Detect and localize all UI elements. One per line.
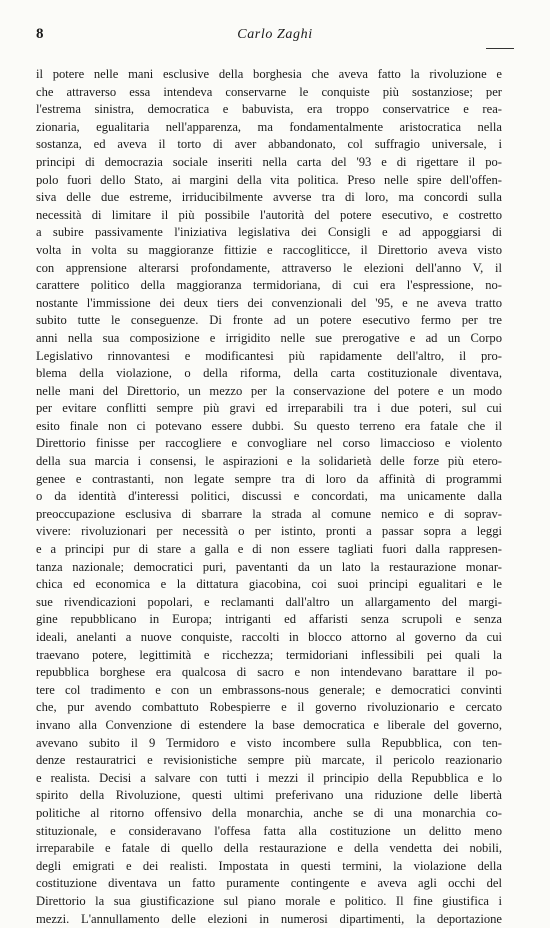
text-line: irreparabile e fatale di quello della restaurazione e della vendetta dei nobili, [36, 840, 502, 858]
text-line: l'estrema sinistra, democratica e babuvista, era troppo conservatrice e rea- [36, 101, 502, 119]
text-line: nostante l'immissione dei deux tiers dei convenzionali del '95, e ne aveva tratto [36, 295, 502, 313]
text-line: principi di democrazia sociale inseriti nella carta del '93 e di rigettare il po- [36, 154, 502, 172]
text-line: genee e contrastanti, non legate sempre tra di loro da affinità di programmi [36, 471, 502, 489]
text-line: che attraverso essa intendeva conservarne le conquiste più sostanziose; per [36, 84, 502, 102]
header-rule [486, 48, 514, 49]
text-line: gine repubblicano in Europa; intriganti ed affaristi senza scrupoli e senza [36, 611, 502, 629]
text-line: denze restauratrici e revisionistiche sempre più marcate, il pericolo reazionario [36, 752, 502, 770]
text-line: carattere politico della maggioranza termidoriana, di cui era l'espressione, no- [36, 277, 502, 295]
text-line: subito tutte le conseguenze. Di fronte ad un potere esecutivo fermo per tre [36, 312, 502, 330]
text-line: zionaria, egualitaria nell'apparenza, ma fondamentalmente aristocratica nella [36, 119, 502, 137]
text-line: siva delle due estreme, irriducibilmente avverse tra di loro, ma concordi sulla [36, 189, 502, 207]
text-line: per evitare conflitti sempre più gravi ed irreparabili tra i due poteri, sul cui [36, 400, 502, 418]
text-line: preoccupazione esclusiva di sbarrare la strada al comune nemico e di soprav- [36, 506, 502, 524]
text-line: tere col tradimento e con un embrassons-nous generale; e democratici convinti [36, 682, 502, 700]
text-line: sostanza, ed aveva il torto di aver abbandonato, col suffragio universale, i [36, 136, 502, 154]
text-line: e a principi pur di stare a galla e di non essere tagliati fuori dalla rappresen- [36, 541, 502, 559]
text-line: sue rivendicazioni popolari, e reclamanti dall'altro un allargamento del margi- [36, 594, 502, 612]
text-line: Direttorio la sua giustificazione sul piano morale e politico. Il fine giustifica i [36, 893, 502, 911]
text-line: traevano potere, legittimità e ricchezza; termidoriani inflessibili pei quali la [36, 647, 502, 665]
text-line: costituzione diventava un fatto puramente contingente e aveva agli occhi del [36, 875, 502, 893]
running-head: Carlo Zaghi [36, 27, 514, 43]
text-line: mezzi. L'annullamento delle elezioni in numerosi dipartimenti, la deportazione [36, 911, 502, 928]
body-text [36, 66, 502, 928]
text-line: che, pur avendo combattuto Robespierre e il governo rivoluzionario e cercato [36, 699, 502, 717]
text-line: volta in volta su maggioranze fittizie e raccogliticce, il Direttorio aveva visto [36, 242, 502, 260]
text-line: degli emigrati e dei realisti. Impostata in questi termini, la violazione della [36, 858, 502, 876]
page-header [36, 26, 514, 50]
text-line: blema della violazione, o della riforma, della carta costituzionale diventava, [36, 365, 502, 383]
text-line: spirito della Rivoluzione, questi ultimi preferivano una riduzione delle libertà [36, 787, 502, 805]
text-line: della sua marcia i consensi, le aspirazioni e la solidarietà delle forze più etero- [36, 453, 502, 471]
text-line: necessità di limitare il più possibile l'autorità del potere esecutivo, e costretto [36, 207, 502, 225]
text-line: e realista. Decisi a salvare con tutti i mezzi il principio della Repubblica e lo [36, 770, 502, 788]
text-line: invano alla Convenzione di estendere la base democratica e liberale del governo, [36, 717, 502, 735]
text-line: nelle mani del Direttorio, un mezzo per la conservazione del potere e un modo [36, 383, 502, 401]
text-line: stituzionale, e consideravano l'offesa fatta alla costituzione un delitto meno [36, 823, 502, 841]
text-line: chica ed economica e la dittatura giacobina, coi suoi principi egualitari e le [36, 576, 502, 594]
text-line: con apprensione alterarsi profondamente, attraverso le elezioni dell'anno V, il [36, 260, 502, 278]
text-line: repubblica borghese era qualcosa di sacro e non intendevano barattare il po- [36, 664, 502, 682]
page-number: 8 [36, 26, 44, 43]
text-line: vivere: rivoluzionari per necessità o per istinto, pronti a passar sopra a leggi [36, 523, 502, 541]
text-line: tanza nazionale; democratici puri, paventanti da un lato la restaurazione monar- [36, 559, 502, 577]
text-line: Legislativo rinnovantesi e modificantesi più rapidamente dell'altro, il pro- [36, 348, 502, 366]
text-line: a subire passivamente l'iniziativa legislativa dei Consigli e ad appoggiarsi di [36, 224, 502, 242]
text-line: o da identità d'interessi politici, discussi e concordati, ma unicamente dalla [36, 488, 502, 506]
text-line: polo fuori dello Stato, ai margini della vita politica. Preso nelle spire dell'offen- [36, 172, 502, 190]
text-line: anni nella sua composizione e irrigidito nelle sue prerogative e ad un Corpo [36, 330, 502, 348]
text-line: politiche al ritorno offensivo della monarchia, anche se di una monarchia co- [36, 805, 502, 823]
text-line: il potere nelle mani esclusive della borghesia che aveva fatto la rivoluzione e [36, 66, 502, 84]
text-line: Direttorio finisse per raccogliere e convogliare nel corso limaccioso e violento [36, 435, 502, 453]
text-line: avevano subito il 9 Termidoro e visto incombere sulla Repubblica, con ten- [36, 735, 502, 753]
text-line: ideali, anelanti a nuove conquiste, raccolti in blocco attorno al governo da cui [36, 629, 502, 647]
text-line: esito finale non ci potevano essere dubbi. Su questo terreno era fatale che il [36, 418, 502, 436]
